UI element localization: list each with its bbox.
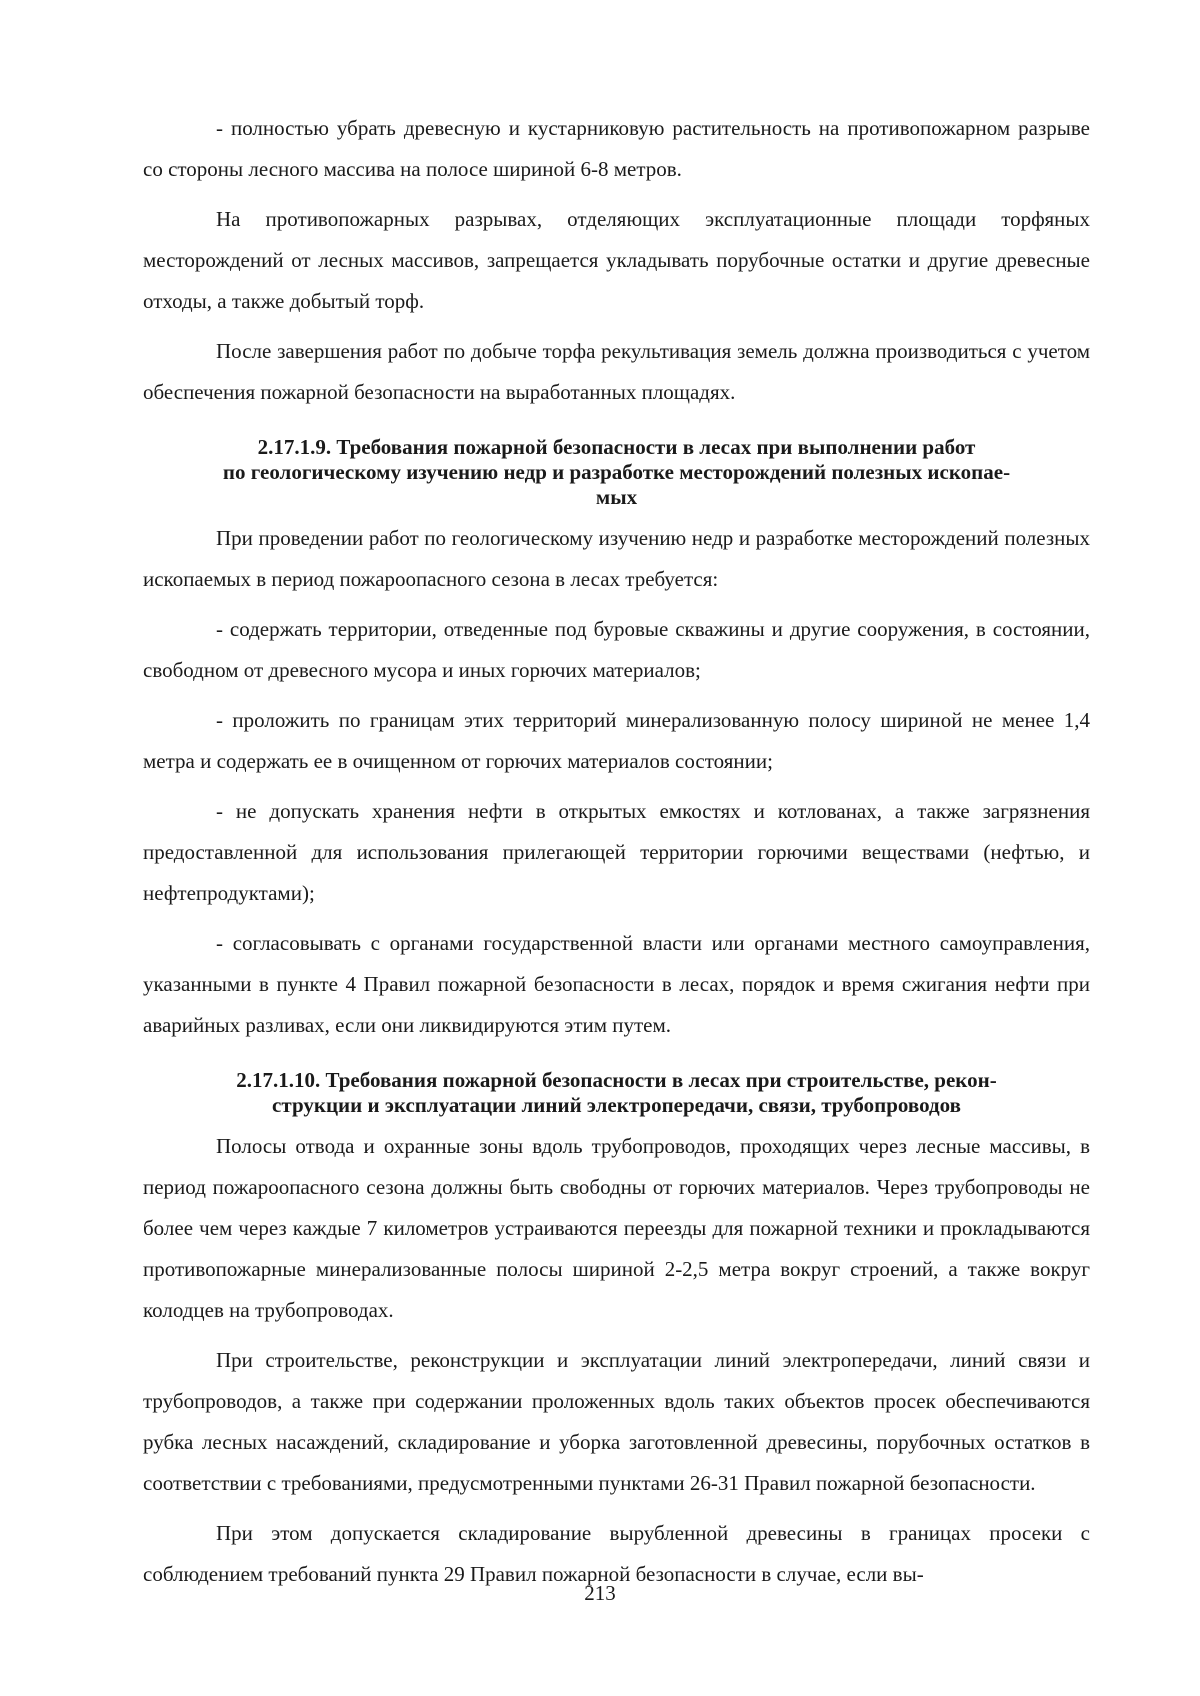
section-heading-line: 2.17.1.9. Требования пожарной безопасности в лесах при выполнении работ <box>257 435 976 459</box>
section-heading-line: по геологическому изучению недр и разработке месторождений полезных ископае- <box>222 460 1011 484</box>
paragraph: - проложить по границам этих территорий минерализованную полосу шириной не менее 1,4 метра и содержать ее в очищенном от горючих материалов состоянии; <box>143 708 1090 773</box>
paragraph: После завершения работ по добыче торфа рекультивация земель должна производиться с учетом обеспечения пожарной безопасности на выработанных площадях. <box>143 339 1090 404</box>
paragraph: - полностью убрать древесную и кустарниковую растительность на противопожарном разрыве со стороны лесного массива на полосе шириной 6-8 метров. <box>143 116 1090 181</box>
page-number: 213 <box>584 1581 616 1605</box>
section-heading <box>143 1068 1090 1118</box>
paragraph: При этом допускается складирование вырубленной древесины в границах просеки с соблюдением требований пункта 29 Правил пожарной безопасности в случае, если вы- <box>143 1521 1090 1586</box>
paragraph: - не допускать хранения нефти в открытых емкостях и котлованах, а также загрязнения предоставленной для использования прилегающей территории горючими веществами (нефтью, и нефтепродуктами); <box>143 799 1090 905</box>
paragraph: При проведении работ по геологическому изучению недр и разработке месторождений полезных ископаемых в период пожароопасного сезона в лесах требуется: <box>143 526 1090 591</box>
paragraph: - согласовывать с органами государственной власти или органами местного самоуправления, указанными в пункте 4 Правил пожарной безопасности в лесах, порядок и время сжигания нефти при аварийных разливах, если они ликвидируются этим путем. <box>143 931 1090 1037</box>
section-heading-line: струкции и эксплуатации линий электропередачи, связи, трубопроводов <box>272 1093 961 1117</box>
section-heading-line: мых <box>595 485 638 509</box>
document-page <box>143 108 1090 1595</box>
section-heading-line: 2.17.1.10. Требования пожарной безопасности в лесах при строительстве, рекон- <box>236 1068 997 1092</box>
paragraph: - содержать территории, отведенные под буровые скважины и другие сооружения, в состоянии, свободном от древесного мусора и иных горючих материалов; <box>143 617 1090 682</box>
paragraph: Полосы отвода и охранные зоны вдоль трубопроводов, проходящих через лесные массивы, в период пожароопасного сезона должны быть свободны от горючих материалов. Через трубопроводы не более чем через каждые 7 километров устраиваются переезды для пожарной техники и прокладываются противопожарные минерализованные полосы шириной 2-2,5 метра вокруг строений, а также вокруг колодцев на трубопроводах. <box>143 1134 1090 1322</box>
paragraph: При строительстве, реконструкции и эксплуатации линий электропередачи, линий связи и трубопроводов, а также при содержании проложенных вдоль таких объектов просек обеспечиваются рубка лесных насаждений, складирование и уборка заготовленной древесины, порубочных остатков в соответствии с требованиями, предусмотренными пунктами 26-31 Правил пожарной безопасности. <box>143 1348 1090 1495</box>
section-heading <box>143 435 1090 510</box>
paragraph: На противопожарных разрывах, отделяющих эксплуатационные площади торфяных месторождений от лесных массивов, запрещается укладывать порубочные остатки и другие древесные отходы, а также добытый торф. <box>143 207 1090 313</box>
